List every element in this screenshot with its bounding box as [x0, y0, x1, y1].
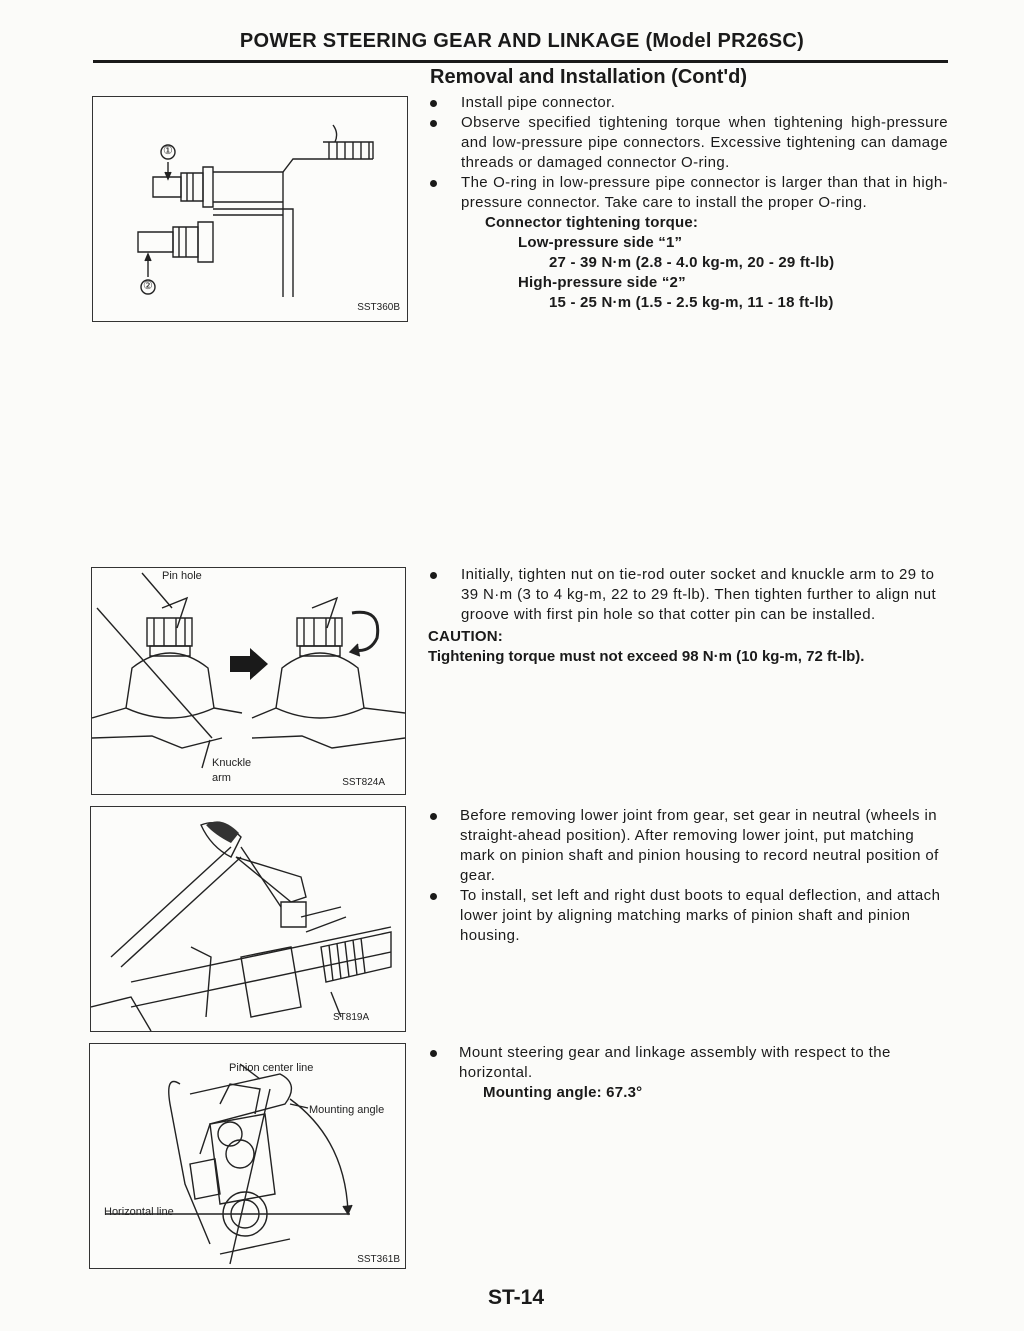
- low-pressure-value: 27 - 39 N·m (2.8 - 4.0 kg-m, 20 - 29 ft-lb): [549, 254, 835, 271]
- section-heading: Removal and Installation (Cont'd): [430, 66, 747, 88]
- bullet-icon: [430, 180, 437, 187]
- bullet-text: Initially, tighten nut on tie-rod outer socket and knuckle arm to 29 to 39 N·m (3 to 4 kg-m, 22 to 29 ft-lb). Then tighten further to align nut groove with first pin hole so that cotter pin can be installed.: [461, 566, 937, 623]
- bullet-icon: [430, 1050, 437, 1057]
- figure-mounting-angle: [89, 1043, 406, 1269]
- bullet-text: Before removing lower joint from gear, set gear in neutral (wheels in straight-ahead position). After removing lower joint, put matching mark on pinion shaft and pinion housing to record neutral position of gear.: [460, 807, 939, 884]
- list-item: [428, 173, 948, 213]
- arm-label: arm: [212, 772, 231, 784]
- figure-pipe-connector: [92, 96, 408, 322]
- bullet-text: The O-ring in low-pressure pipe connector is larger than that in high-pressure connector. Take care to install the proper O-ring.: [461, 174, 948, 211]
- bullet-icon: [430, 100, 437, 107]
- callout-1: ①: [163, 145, 173, 157]
- list-item: [428, 886, 948, 946]
- list-item: [428, 806, 948, 886]
- bullet-icon: [430, 572, 437, 579]
- pin-hole-label: Pin hole: [162, 570, 202, 582]
- horizontal-line-label: Horizontal line: [104, 1206, 174, 1218]
- figure-lower-joint: [90, 806, 406, 1032]
- caution-text: Tightening torque must not exceed 98 N·m (10 kg-m, 72 ft-lb).: [428, 648, 865, 665]
- page-title: POWER STEERING GEAR AND LINKAGE (Model PR26SC): [239, 30, 805, 52]
- bullet-text: Install pipe connector.: [461, 94, 616, 111]
- list-item: [428, 565, 948, 625]
- figure-code: SST360B: [357, 302, 400, 313]
- high-pressure-label: High-pressure side “2”: [518, 274, 686, 291]
- figure-code: SST824A: [342, 777, 385, 788]
- high-pressure-value: 15 - 25 N·m (1.5 - 2.5 kg-m, 11 - 18 ft-lb): [549, 294, 834, 311]
- bullet-text: Mount steering gear and linkage assembly with respect to the horizontal.: [459, 1044, 891, 1081]
- pinion-center-line-label: Pinion center line: [229, 1062, 314, 1074]
- bullet-text: Observe specified tightening torque when tightening high-pressure and low-pressure pipe connectors. Excessive tightening can damage threads or damaged connector O-ring.: [461, 114, 948, 171]
- figure-code: SST361B: [357, 1254, 400, 1265]
- lower-joint-instructions: [428, 806, 948, 946]
- low-pressure-label: Low-pressure side “1”: [518, 234, 683, 251]
- pipe-connector-illustration: [93, 97, 407, 321]
- page-number: ST-14: [488, 1286, 545, 1309]
- connector-instructions: [428, 93, 948, 313]
- mounting-angle-spec: Mounting angle: 67.3°: [483, 1084, 643, 1101]
- bullet-icon: [430, 120, 437, 127]
- torque-heading: Connector tightening torque:: [485, 214, 699, 231]
- mounting-angle-illustration: [90, 1044, 405, 1268]
- list-item: [428, 113, 948, 173]
- figure-code: ST819A: [333, 1012, 370, 1023]
- knuckle-label: Knuckle: [212, 757, 252, 769]
- figure-tie-rod-nut: [91, 567, 406, 795]
- title-rule: [93, 60, 948, 63]
- list-item: [428, 1043, 948, 1083]
- lower-joint-illustration: [91, 807, 405, 1031]
- list-item: [428, 93, 948, 113]
- mounting-angle-label: Mounting angle: [309, 1104, 385, 1116]
- mounting-instructions: [428, 1043, 948, 1103]
- bullet-icon: [430, 893, 437, 900]
- callout-2: ②: [143, 280, 153, 292]
- tie-rod-instructions: [428, 565, 948, 667]
- caution-label: CAUTION:: [428, 628, 503, 645]
- bullet-text: To install, set left and right dust boots to equal deflection, and attach lower joint by aligning matching marks of pinion shaft and pinion housing.: [460, 887, 941, 944]
- bullet-icon: [430, 813, 437, 820]
